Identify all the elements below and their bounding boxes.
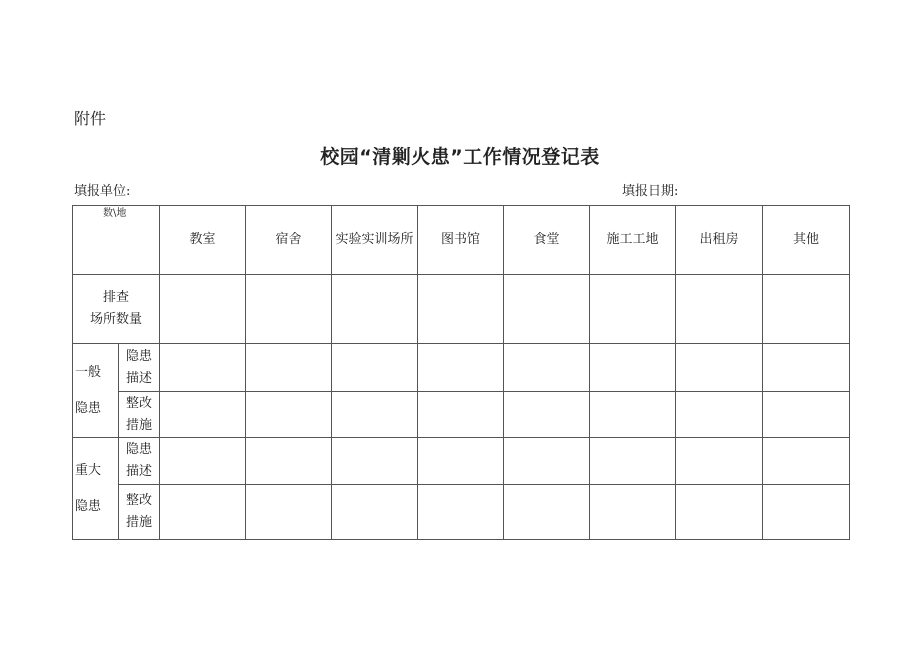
- cell-general-desc-lab[interactable]: [332, 344, 418, 392]
- fill-date-label: 填报日期:: [622, 184, 679, 199]
- major-hazard-desc-row: [73, 438, 850, 485]
- annex-label: 附件: [74, 109, 107, 128]
- hazard-desc-label-1: 隐患: [125, 348, 152, 364]
- cell-major-rectify-canteen[interactable]: [504, 485, 590, 540]
- cell-major-rectify-dormitory[interactable]: [246, 485, 332, 540]
- cell-general-rectify-classroom[interactable]: [160, 392, 246, 438]
- cell-count-dormitory[interactable]: [246, 275, 332, 344]
- cell-major-desc-library[interactable]: [418, 438, 504, 485]
- cell-general-desc-library[interactable]: [418, 344, 504, 392]
- cell-general-desc-other[interactable]: [763, 344, 850, 392]
- cell-count-lab[interactable]: [332, 275, 418, 344]
- cell-count-other[interactable]: [763, 275, 850, 344]
- rectify-label-2: 措施: [125, 417, 152, 433]
- col-header-lab: 实验实训场所: [332, 206, 418, 275]
- inspection-count-label-2: 场所数量: [89, 312, 142, 327]
- cell-general-desc-classroom[interactable]: [160, 344, 246, 392]
- cell-general-rectify-construction-site[interactable]: [590, 392, 676, 438]
- cell-major-rectify-classroom[interactable]: [160, 485, 246, 540]
- hazard-desc-label-2: 描述: [125, 370, 152, 386]
- cell-general-rectify-dormitory[interactable]: [246, 392, 332, 438]
- cell-general-rectify-rental-house[interactable]: [676, 392, 763, 438]
- inspection-count-label-cell: [73, 275, 160, 344]
- cell-count-classroom[interactable]: [160, 275, 246, 344]
- form-title: 校园“清剿火患”工作情况登记表: [320, 146, 600, 168]
- col-header-construction-site: 施工工地: [590, 206, 676, 275]
- col-header-library: 图书馆: [418, 206, 504, 275]
- col-header-dormitory: 宿舍: [246, 206, 332, 275]
- general-hazard-label-2: 隐患: [75, 400, 102, 416]
- col-header-canteen: 食堂: [504, 206, 590, 275]
- col-header-rental-house: 出租房: [676, 206, 763, 275]
- cell-major-desc-rental-house[interactable]: [676, 438, 763, 485]
- major-hazard-label-1: 重大: [75, 462, 102, 478]
- rectify-label-cell: [119, 485, 160, 540]
- hazard-desc-label-cell: [119, 344, 160, 392]
- cell-major-desc-dormitory[interactable]: [246, 438, 332, 485]
- major-hazard-rectify-row: [73, 485, 850, 540]
- col-header-classroom: 教室: [160, 206, 246, 275]
- inspection-count-label-1: 排查: [102, 290, 129, 305]
- hazard-desc-label-1: 隐患: [125, 442, 152, 457]
- general-hazard-desc-row: [73, 344, 850, 392]
- general-hazard-rectify-row: [73, 392, 850, 438]
- major-hazard-label-2: 隐患: [75, 498, 102, 514]
- general-hazard-group-cell: [73, 344, 119, 438]
- general-hazard-label-1: 一般: [75, 364, 102, 380]
- cell-major-rectify-lab[interactable]: [332, 485, 418, 540]
- hazard-desc-label-2: 描述: [125, 464, 152, 479]
- cell-major-rectify-other[interactable]: [763, 485, 850, 540]
- rectify-label-2: 措施: [125, 515, 152, 530]
- cell-general-desc-dormitory[interactable]: [246, 344, 332, 392]
- cell-general-desc-construction-site[interactable]: [590, 344, 676, 392]
- hazard-desc-label-cell: [119, 438, 160, 485]
- cell-count-construction-site[interactable]: [590, 275, 676, 344]
- cell-major-rectify-rental-house[interactable]: [676, 485, 763, 540]
- header-row: [73, 206, 850, 275]
- major-hazard-group-cell: [73, 438, 119, 540]
- rectify-label-1: 整改: [125, 493, 152, 508]
- rectify-label-1: 整改: [125, 395, 152, 411]
- cell-count-canteen[interactable]: [504, 275, 590, 344]
- cell-major-rectify-library[interactable]: [418, 485, 504, 540]
- cell-general-desc-canteen[interactable]: [504, 344, 590, 392]
- cell-major-desc-construction-site[interactable]: [590, 438, 676, 485]
- corner-label: 数\地: [103, 208, 127, 219]
- cell-major-rectify-construction-site[interactable]: [590, 485, 676, 540]
- cell-major-desc-classroom[interactable]: [160, 438, 246, 485]
- cell-major-desc-lab[interactable]: [332, 438, 418, 485]
- cell-general-rectify-library[interactable]: [418, 392, 504, 438]
- cell-count-rental-house[interactable]: [676, 275, 763, 344]
- cell-general-desc-rental-house[interactable]: [676, 344, 763, 392]
- cell-count-library[interactable]: [418, 275, 504, 344]
- rectify-label-cell: [119, 392, 160, 438]
- registration-table: [72, 205, 850, 540]
- col-header-other: 其他: [763, 206, 850, 275]
- cell-general-rectify-other[interactable]: [763, 392, 850, 438]
- inspection-count-row: [73, 275, 850, 344]
- fill-unit-label: 填报单位:: [74, 184, 131, 199]
- corner-header-cell: [73, 206, 160, 275]
- cell-general-rectify-canteen[interactable]: [504, 392, 590, 438]
- cell-major-desc-canteen[interactable]: [504, 438, 590, 485]
- cell-major-desc-other[interactable]: [763, 438, 850, 485]
- cell-general-rectify-lab[interactable]: [332, 392, 418, 438]
